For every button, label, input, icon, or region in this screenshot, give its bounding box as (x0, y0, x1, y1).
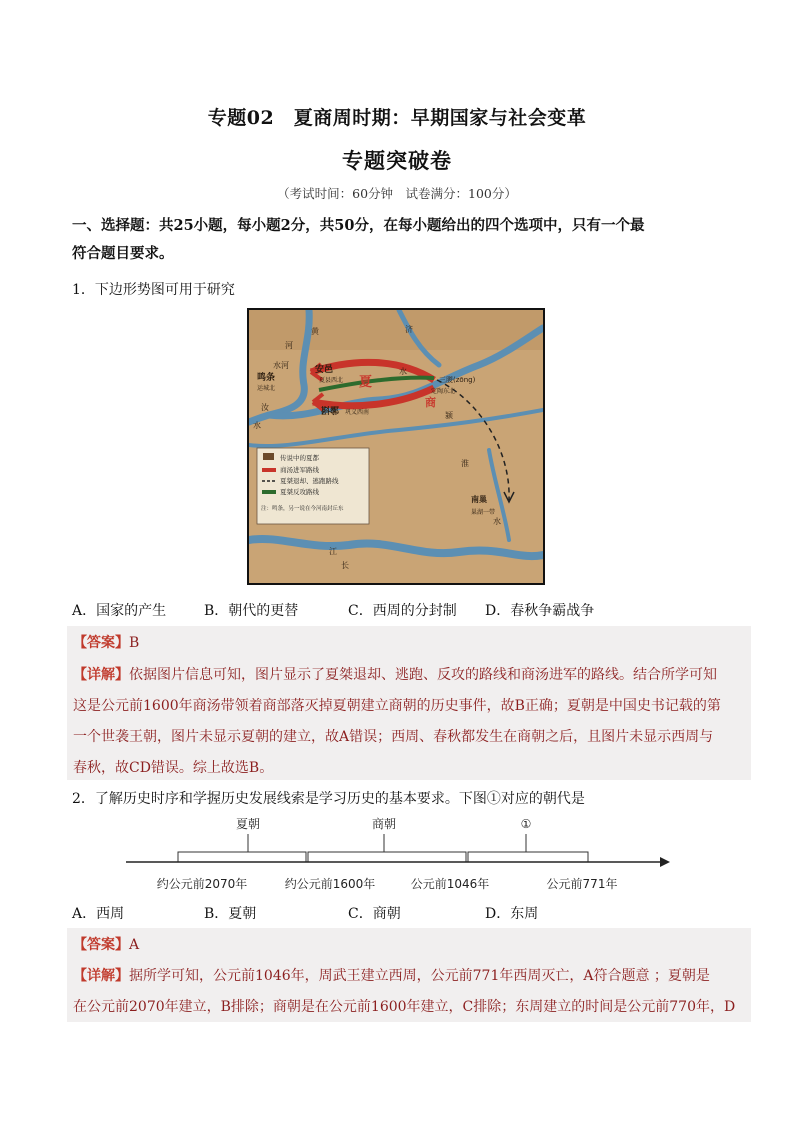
map-river-label: 长 (341, 561, 349, 570)
question-1-answer-box (67, 626, 751, 780)
timeline-arrow-icon (660, 857, 670, 867)
legend-note: 注：鸣条，另一说在今河南封丘东 (261, 506, 344, 512)
timeline-period-xia: 夏朝 (235, 817, 261, 831)
map-river-label: 河 (285, 341, 293, 350)
map-label-xia: 夏 (359, 375, 373, 390)
option-b: B．夏朝 (204, 906, 257, 922)
map-place-dingtao: 定陶东北 (431, 388, 456, 395)
option-a: A．国家的产生 (72, 603, 167, 619)
option-b: B．朝代的更替 (204, 603, 299, 619)
document-title: 专题02 夏商周时期：早期国家与社会变革 (207, 107, 587, 129)
map-river-label: 河 (281, 361, 289, 370)
option-d: D．东周 (485, 906, 539, 922)
document-subtitle: 专题突破卷 (342, 148, 452, 173)
section-heading (72, 212, 732, 268)
timeline-period-1: ① (520, 817, 532, 831)
map-place-zhenxun: 斟鄩 (321, 407, 340, 417)
question-1-options (72, 600, 732, 620)
map-place-mingtiao: 鸣条 (257, 373, 276, 383)
timeline-date: 公元前1046年 (410, 877, 490, 891)
timeline-date: 约公元前2070年 (156, 877, 248, 891)
legend-item: 夏桀退却、逃跑路线 (280, 477, 339, 485)
question-2-options (72, 903, 732, 923)
map-river-label: 水 (273, 361, 281, 370)
map-place-sanzong: 三朡(zōng) (439, 376, 476, 384)
answer-line (73, 632, 139, 652)
map-river-label: 淮 (461, 459, 469, 468)
detail-line-4: 春秋，故CD错误。综上故选B。 (73, 760, 274, 776)
map-legend (257, 448, 369, 524)
map-river-label: 济 (405, 325, 413, 334)
map-river-label: 颍 (445, 411, 453, 420)
detail-line-2: 这是公元前1600年商汤带领着商部落灭掉夏朝建立商朝的历史事件，故B正确；夏朝是中国史书记载的第 (73, 698, 721, 714)
map-river-label: 江 (329, 547, 337, 556)
detail-line-3: 一个世袭王朝，图片未显示夏朝的建立，故A错误；西周、春秋都发生在商朝之后，且图片未显示西周与 (73, 729, 714, 745)
legend-item: 商汤进军路线 (280, 466, 319, 474)
map-label-shang: 商 (425, 396, 436, 409)
answer-value: B (129, 635, 140, 651)
detail-text: 据所学可知，公元前1046年，周武王建立西周，公元前771年西周灭亡，A符合题意 ；夏朝是 (129, 968, 710, 984)
detail-tag: 【详解】 (73, 968, 129, 984)
timeline-brackets (178, 834, 588, 862)
legend-item: 传说中的夏都 (280, 454, 319, 462)
timeline-period-shang: 商朝 (371, 817, 397, 831)
section-heading-line2: 符合题目要求。 (72, 245, 174, 262)
option-a: A．西周 (72, 906, 125, 922)
map-mountains-north (249, 310, 543, 350)
map-river-label: 黄 (311, 327, 319, 336)
map-river-label: 水 (493, 517, 501, 526)
option-d: D．春秋争霸战争 (485, 603, 595, 619)
legend-capital-icon (263, 453, 274, 460)
exam-info: （考试时间：60分钟 试卷满分：100分） (277, 186, 517, 201)
answer-value: A (129, 937, 140, 953)
detail-text: 依据图片信息可知，图片显示了夏桀退却、逃跑、反攻的路线和商汤进军的路线。结合所学可知 (129, 667, 717, 683)
map-river-label: 水 (253, 421, 261, 430)
section-heading-line1: 一、选择题：共25小题，每小题2分，共50分，在每小题给出的四个选项中，只有一个最 (72, 217, 645, 234)
map-place-nanchao: 南巢 (471, 495, 487, 504)
detail-line-1 (73, 965, 710, 985)
option-c: C．商朝 (348, 906, 401, 922)
timeline-date: 约公元前1600年 (284, 877, 376, 891)
map-place-xiaxian: 夏县西北 (319, 377, 344, 384)
map-place-anyi: 安邑 (315, 365, 334, 375)
map-place-yuncheng: 运城北 (257, 385, 276, 392)
legend-item: 夏桀反攻路线 (280, 488, 319, 496)
timeline-date: 公元前771年 (546, 877, 618, 891)
answer-line (73, 934, 139, 954)
answer-tag: 【答案】 (73, 635, 129, 651)
map-place-gongyi: 巩义西南 (345, 409, 370, 416)
historical-map-figure (247, 308, 545, 585)
map-place-chaohu: 巢湖一带 (471, 509, 496, 516)
answer-tag: 【答案】 (73, 937, 129, 953)
question-1-stem: 1．下边形势图可用于研究 (72, 282, 235, 298)
question-2-stem: 2．了解历史时序和学握历史发展线索是学习历史的基本要求。下图①对应的朝代是 (72, 791, 585, 807)
map-river-label: 水 (399, 367, 407, 376)
detail-line-2: 在公元前2070年建立，B排除；商朝是在公元前1600年建立，C排除；东周建立的时间是公元前770年，D (73, 999, 736, 1015)
map-river-label: 汝 (261, 403, 269, 412)
question-2-answer-box (67, 928, 751, 1022)
detail-tag: 【详解】 (73, 667, 129, 683)
timeline-figure (120, 812, 680, 897)
option-c: C．西周的分封制 (348, 603, 457, 619)
detail-line-1 (73, 664, 717, 684)
